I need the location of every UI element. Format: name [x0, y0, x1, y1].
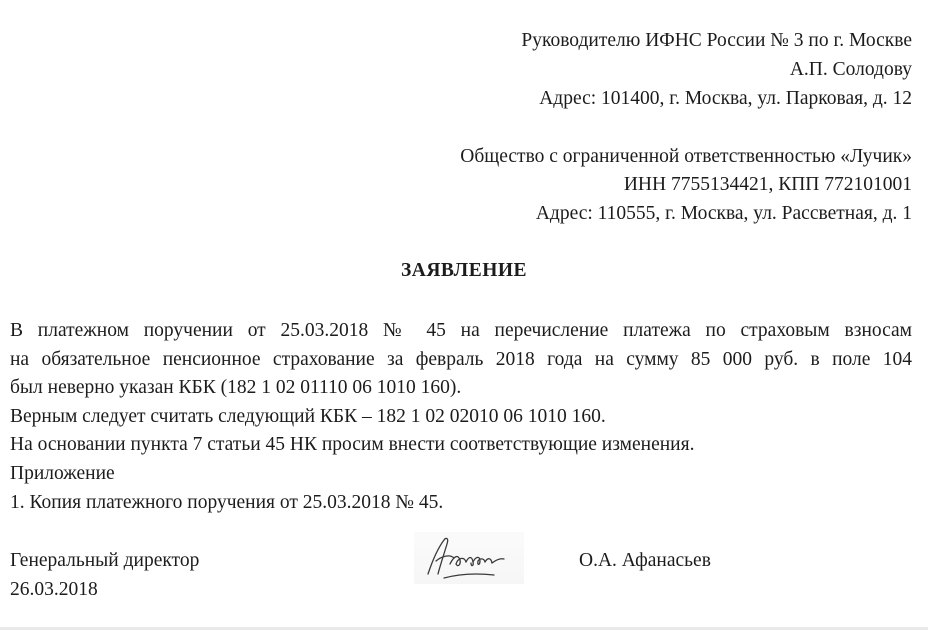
body-paragraph-2: Верным следует считать следующий КБК – 182 1 02 02010 06 1010 160.: [10, 406, 606, 427]
addressee-name: А.П. Солодову: [789, 59, 912, 80]
attachment-heading: Приложение: [10, 463, 115, 484]
body-paragraph-1-line-2: на обязательное пенсионное страхование за февраль 2018 года на сумму 85 000 руб. в поле 104: [10, 349, 912, 370]
addressee-address: Адрес: 101400, г. Москва, ул. Парковая, д. 12: [539, 88, 912, 109]
handwritten-signature-icon: [414, 528, 524, 588]
body-paragraph-1-line-3: был неверно указан КБК (182 1 02 01110 06 1010 160).: [10, 377, 462, 398]
attachment-item: 1. Копия платежного поручения от 25.03.2018 № 45.: [10, 492, 444, 513]
document-date: 26.03.2018: [10, 579, 98, 600]
sender-company: Общество с ограниченной ответственностью «Лучик»: [460, 146, 912, 167]
addressee-recipient: Руководителю ИФНС России № 3 по г. Москве: [521, 30, 912, 51]
body-paragraph-1-line-1: В платежном поручении от 25.03.2018 № 45 на перечисление платежа по страховым взносам: [10, 320, 912, 341]
signatory-position: Генеральный директор: [10, 550, 200, 571]
document-title: ЗАЯВЛЕНИЕ: [400, 260, 528, 281]
sender-inn-kpp: ИНН 7755134421, КПП 772101001: [623, 174, 912, 195]
signatory-name: О.А. Афанасьев: [579, 550, 711, 571]
body-paragraph-3: На основании пункта 7 статьи 45 НК просим внести соответствующие изменения.: [10, 434, 695, 455]
sender-address: Адрес: 110555, г. Москва, ул. Рассветная, д. 1: [535, 203, 912, 224]
